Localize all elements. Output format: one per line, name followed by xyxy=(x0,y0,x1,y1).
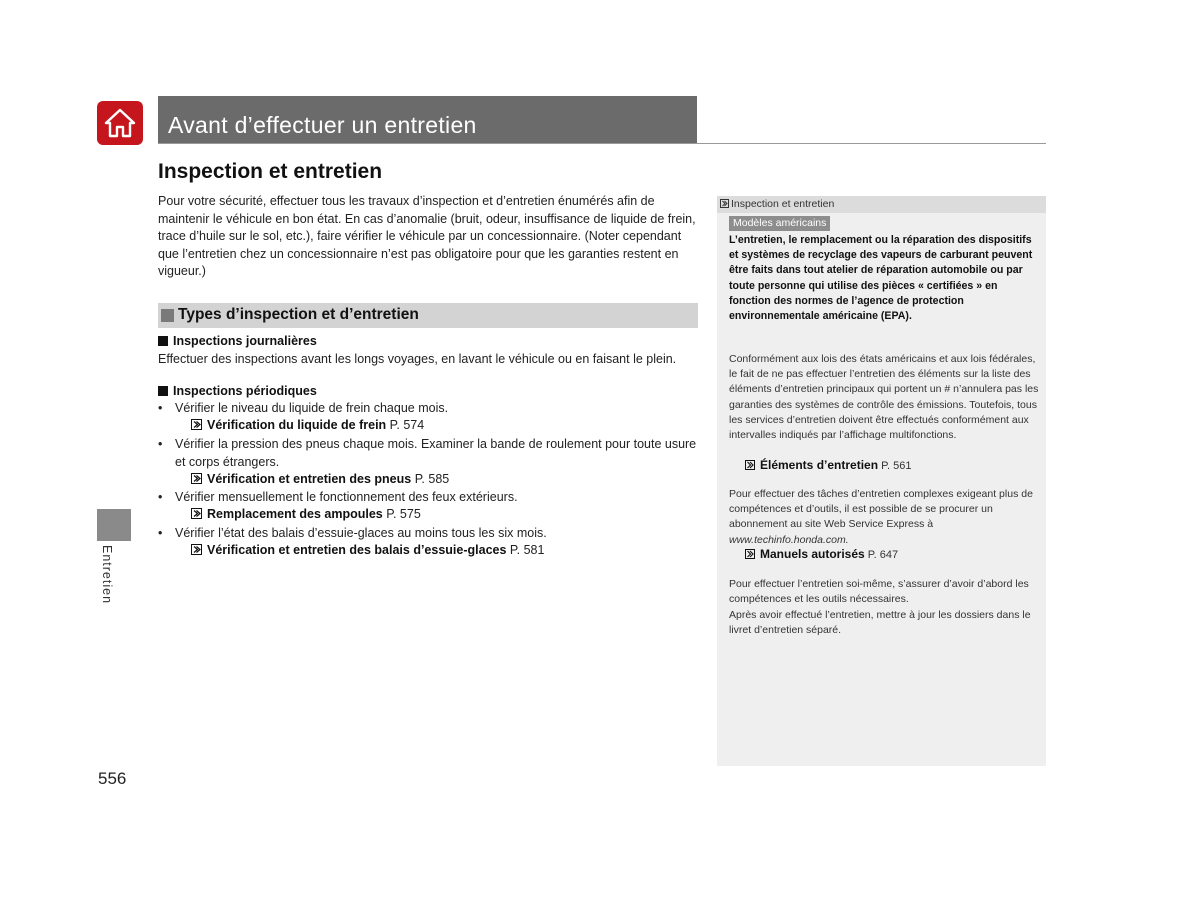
sidebar-note-panel xyxy=(717,196,1046,766)
reference-title: Remplacement des ampoules xyxy=(207,507,383,521)
daily-inspections-heading xyxy=(158,334,317,348)
chapter-side-label: Entretien xyxy=(100,545,114,605)
square-bullet-icon xyxy=(161,309,174,322)
chapter-side-tab[interactable] xyxy=(97,509,131,541)
list-item-text: Vérifier la pression des pneus chaque mois. Examiner la bande de roulement pour toute usure et corps étrangers. xyxy=(175,437,697,469)
list-item-text: Vérifier le niveau du liquide de frein chaque mois. xyxy=(175,401,449,415)
reference-arrow-icon xyxy=(191,544,202,555)
reference-arrow-icon xyxy=(191,419,202,430)
reference-page: P. 575 xyxy=(386,507,421,521)
reference-title: Vérification et entretien des pneus xyxy=(207,472,412,486)
bullet-dot: • xyxy=(158,401,163,415)
web-link[interactable]: www.techinfo.honda.com. xyxy=(729,533,849,546)
list-item-text: Vérifier l’état des balais d’essuie-glaces au moins tous les six mois. xyxy=(175,526,547,540)
square-bullet-icon xyxy=(158,386,168,396)
reference-title: Éléments d’entretien xyxy=(760,458,879,472)
reference-title: Vérification du liquide de frein xyxy=(207,418,387,432)
square-bullet-icon xyxy=(158,336,168,346)
bullet-dot: • xyxy=(158,526,163,540)
periodic-heading-text: Inspections périodiques xyxy=(173,384,317,398)
sidebar-header-text: Inspection et entretien xyxy=(731,198,835,210)
sidebar-reference-link[interactable] xyxy=(745,458,911,472)
reference-arrow-icon xyxy=(191,508,202,519)
reference-title: Vérification et entretien des balais d’essuie-glaces xyxy=(207,543,507,557)
reference-arrow-icon xyxy=(745,460,755,470)
chapter-title-bar xyxy=(158,96,697,143)
reference-title: Manuels autorisés xyxy=(760,547,865,561)
daily-inspections-text: Effectuer des inspections avant les longs voyages, en lavant le véhicule ou en faisant le plein. xyxy=(158,352,677,366)
sidebar-paragraph: Conformément aux lois des états américains et aux lois fédérales, le fait de ne pas effectuer l’entretien des éléments sur la liste des éléments d’entretien principaux qui portent un # n’annulera pas les garanties des systèmes de contrôle des émissions. Toutefois, tous les services d’entretien doivent être effectués conformément aux intervalles indiqués par l’affichage multifonctions. xyxy=(729,353,1039,442)
daily-heading-text: Inspections journalières xyxy=(173,334,317,348)
cross-reference-link[interactable] xyxy=(191,418,424,432)
bullet-dot: • xyxy=(158,437,163,451)
reference-page: P. 561 xyxy=(881,460,912,472)
sidebar-reference-link[interactable] xyxy=(745,547,898,561)
periodic-inspections-heading xyxy=(158,384,317,398)
list-item xyxy=(158,436,698,471)
reference-page: P. 574 xyxy=(389,418,425,432)
sidebar-header xyxy=(717,196,1046,213)
list-item xyxy=(158,525,698,543)
sidebar-paragraph: Après avoir effectué l’entretien, mettre à jour les dossiers dans le livret d’entretien séparé. xyxy=(729,609,1031,637)
home-icon xyxy=(103,107,137,139)
cross-reference-link[interactable] xyxy=(191,543,544,557)
list-item-text: Vérifier mensuellement le fonctionnement des feux extérieurs. xyxy=(175,490,518,504)
list-item xyxy=(158,489,698,507)
chapter-title: Avant d’effectuer un entretien xyxy=(168,112,477,138)
reference-arrow-icon xyxy=(745,549,755,559)
title-divider xyxy=(158,143,1046,144)
intro-paragraph: Pour votre sécurité, effectuer tous les travaux d’inspection et d’entretien énumérés afin de maintenir le véhicule en bon état. En cas d’anomalie (bruit, odeur, insuffisance de liquide de frein, trace d’huile sur le sol, etc.), faire vérifier le véhicule par un concessionnaire. (Noter cependant que l’entretien chez un concessionnaire n’est pas obligatoire pour que les garanties restent en vigueur.) xyxy=(158,194,696,279)
subsection-header xyxy=(158,303,698,328)
sidebar-paragraph xyxy=(729,487,1041,548)
cross-reference-link[interactable] xyxy=(191,507,421,521)
sidebar-paragraph-text: Pour effectuer des tâches d’entretien complexes exigeant plus de compétences et d’outils, il est possible de se procurer un abonnement au site Web Service Express à xyxy=(729,488,1033,531)
reference-page: P. 647 xyxy=(867,549,899,561)
reference-arrow-icon xyxy=(191,473,202,484)
sidebar-paragraph: Pour effectuer l’entretien soi-même, s’assurer d’avoir d’abord les compétences et les outils nécessaires. xyxy=(729,578,1029,606)
page-number: 556 xyxy=(98,769,127,788)
model-badge: Modèles américains xyxy=(729,216,830,231)
cross-reference-link[interactable] xyxy=(191,472,449,486)
list-item xyxy=(158,400,698,418)
sidebar-bold-note: L’entretien, le remplacement ou la réparation des dispositifs et systèmes de recyclage des vapeurs de carburant peuvent être faits dans tout atelier de réparation automobile ou par toute personne qui utilise des pièces « certifiées » en fonction des normes de l’agence de protection environnementale américaine (EPA). xyxy=(729,234,1033,323)
reference-page: P. 581 xyxy=(509,543,545,557)
section-title: Inspection et entretien xyxy=(158,160,383,183)
home-button[interactable] xyxy=(97,101,143,145)
bullet-dot: • xyxy=(158,490,163,504)
subsection-title: Types d’inspection et d’entretien xyxy=(178,306,419,323)
reference-arrow-icon xyxy=(720,199,729,208)
reference-page: P. 585 xyxy=(414,472,450,486)
